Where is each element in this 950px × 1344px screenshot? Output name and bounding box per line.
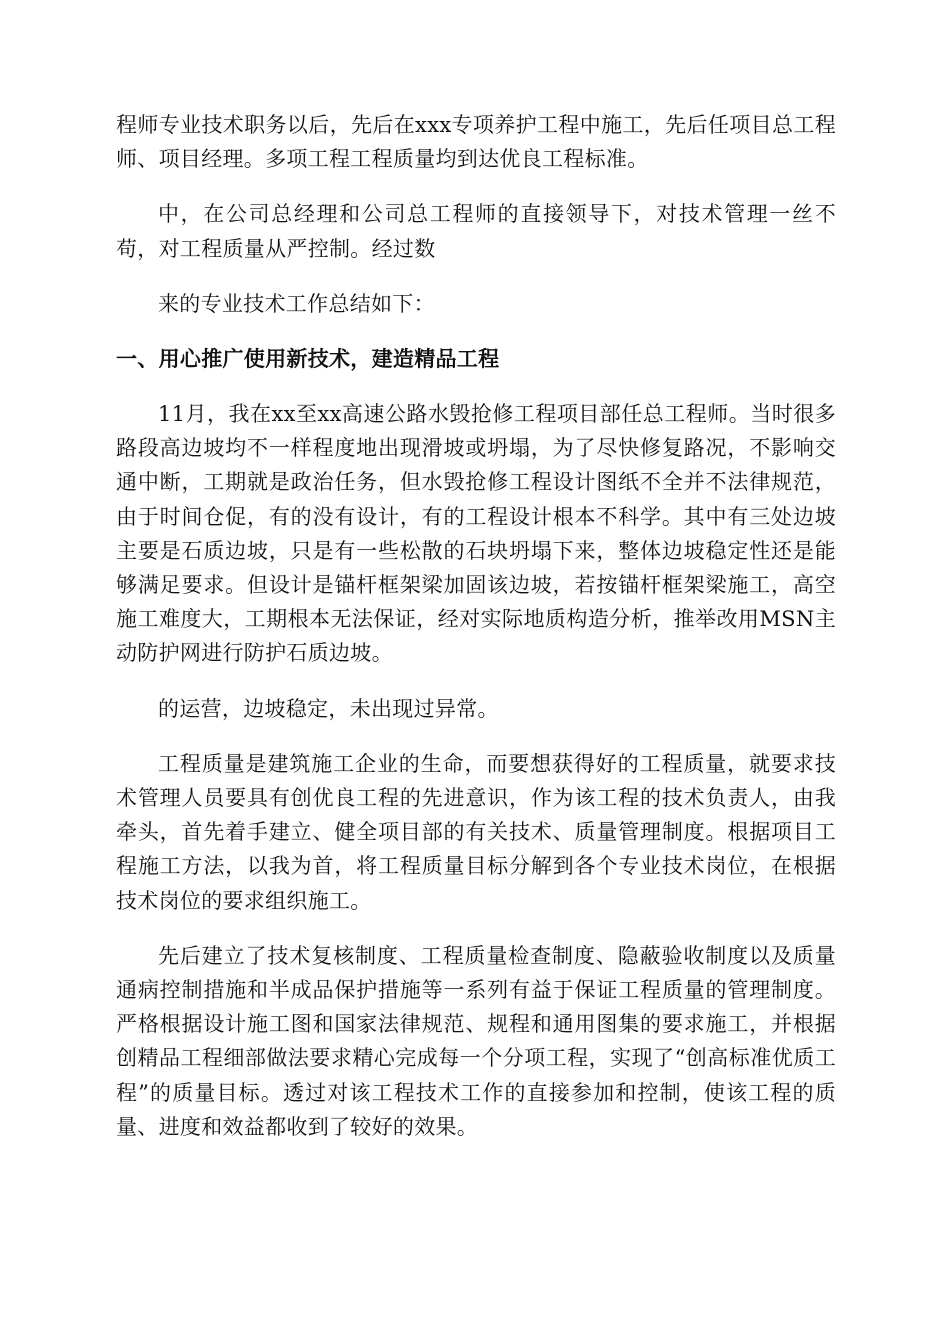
paragraph-quality: 工程质量是建筑施工企业的生命，而要想获得好的工程质量，就要求技术管理人员要具有创优良工程的先进意识，作为该工程的技术负责人，由我牵头，首先着手建立、健全项目部的有关技术、质量管理制度。根据项目工程施工方法，以我为首，将工程质量目标分解到各个专业技术岗位，在根据技术岗位的要求组织施工。 [116,751,836,913]
paragraph-systems: 先后建立了技术复核制度、工程质量检查制度、隐蔽验收制度以及质量通病控制措施和半成品保护措施等一系列有益于保证工程质量的管理制度。严格根据设计施工图和国家法律规范、规程和通用图集的要求施工，并根据创精品工程细部做法要求精心完成每一个分项工程，实现了“创高标准优质工程”的质量目标。透过对该工程技术工作的直接参加和控制，使该工程的质量、进度和效益都收到了较好的效果。 [116,943,836,1139]
paragraph-summary-lead: 来的专业技术工作总结如下： [158,291,435,316]
paragraph-leadership: 中，在公司总经理和公司总工程师的直接领导下，对技术管理一丝不苟，对工程质量从严控制。经过数 [116,202,836,261]
document-page [116,108,836,1165]
paragraph-intro: 程师专业技术职务以后，先后在xxx专项养护工程中施工，先后任项目总工程师、项目经理。多项工程工程质量均到达优良工程标准。 [116,113,836,172]
section-heading: 一、用心推广使用新技术，建造精品工程 [116,347,500,372]
paragraph-project: 11月，我在xx至xx高速公路水毁抢修工程项目部任总工程师。当时很多路段高边坡均不一样程度地出现滑坡或坍塌，为了尽快修复路况，不影响交通中断，工期就是政治任务，但水毁抢修工程设计图纸不全并不法律规范，由于时间仓促，有的没有设计，有的工程设计根本不科学。其中有三处边坡主要是石质边坡，只是有一些松散的石块坍塌下来，整体边坡稳定性还是能够满足要求。但设计是锚杆框架梁加固该边坡，若按锚杆框架梁施工，高空施工难度大，工期根本无法保证，经对实际地质构造分析，推举改用MSN主动防护网进行防护石质边坡。 [116,402,836,666]
paragraph-operation: 的运营，边坡稳定，未出现过异常。 [158,696,499,721]
